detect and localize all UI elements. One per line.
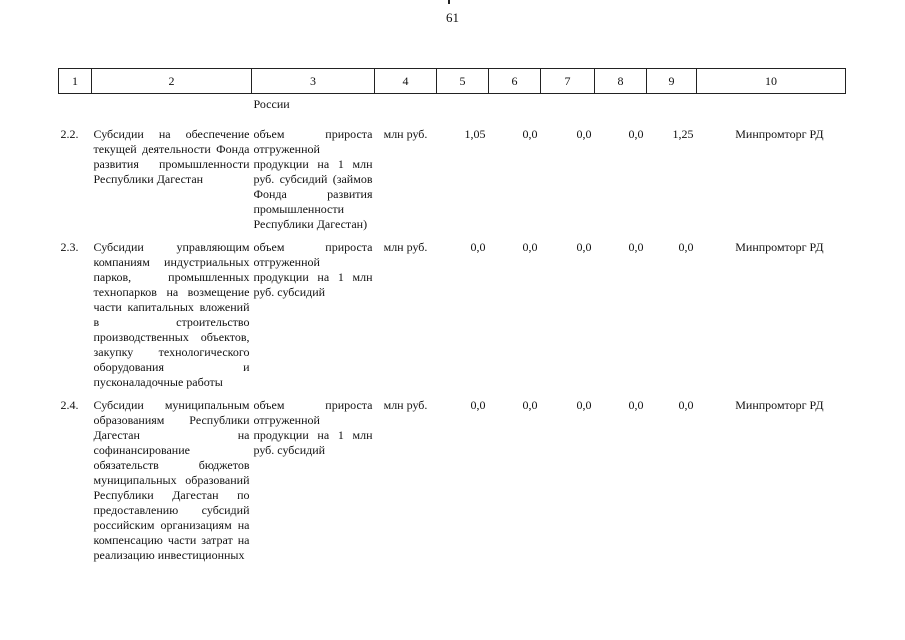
value-col-6: 0,0 <box>522 240 538 254</box>
responsible-cell: Минпромторг РД <box>735 398 824 412</box>
indicator-name: объем прироста отгруженной продукции на 1 млн руб. субсидий (займов Фонда развития промышленности Республики Дагестан) <box>253 127 373 231</box>
value-col-9: 0,0 <box>678 398 694 412</box>
value-col-6: 0,0 <box>522 398 538 412</box>
value-col-8: 0,0 <box>628 398 644 412</box>
header-col-10: 10 <box>697 69 846 94</box>
table-row <box>59 127 846 232</box>
measure-name: Субсидии муниципальным образованиям Республики Дагестан на софинансирование обязательств бюджетов муниципальных образований Республики Дагестан по предоставлению субсидий российским организациям на компенсацию части затрат на реализацию инвестиционных <box>93 398 250 562</box>
table-row <box>59 398 846 563</box>
header-col-6: 6 <box>489 69 541 94</box>
page-edge-mark <box>448 0 450 4</box>
unit-cell: млн руб. <box>383 127 428 141</box>
unit-cell: млн руб. <box>383 398 428 412</box>
measure-name: Субсидии на обеспечение текущей деятельности Фонда развития промышленности Республики Дагестан <box>93 127 250 186</box>
header-col-7: 7 <box>541 69 595 94</box>
header-col-2: 2 <box>92 69 252 94</box>
value-col-7: 0,0 <box>576 398 592 412</box>
row-number: 2.2. <box>60 127 79 141</box>
header-col-5: 5 <box>437 69 489 94</box>
responsible-cell: Минпромторг РД <box>735 240 824 254</box>
table-row <box>59 240 846 390</box>
continuation-indicator: России <box>253 97 290 111</box>
value-col-5: 0,0 <box>470 398 486 412</box>
value-col-8: 0,0 <box>628 240 644 254</box>
header-col-3: 3 <box>252 69 375 94</box>
indicator-name: объем прироста отгруженной продукции на 1 млн руб. субсидий <box>253 240 373 299</box>
value-col-6: 0,0 <box>522 127 538 141</box>
indicator-name: объем прироста отгруженной продукции на 1 млн руб. субсидий <box>253 398 373 457</box>
measure-name: Субсидии управляющим компаниям индустриальных парков, промышленных технопарков на возмещение части капитальных вложений в строительство производственных объектов, закупку технологического оборудования и пусконаладочные работы <box>93 240 250 389</box>
header-col-4: 4 <box>375 69 437 94</box>
header-col-1: 1 <box>59 69 92 94</box>
table-header <box>59 69 846 94</box>
value-col-7: 0,0 <box>576 240 592 254</box>
page-number: 61 <box>446 10 459 25</box>
value-col-9: 0,0 <box>678 240 694 254</box>
header-col-8: 8 <box>595 69 647 94</box>
value-col-5: 0,0 <box>470 240 486 254</box>
value-col-9: 1,25 <box>672 127 694 141</box>
header-col-9: 9 <box>647 69 697 94</box>
value-col-5: 1,05 <box>464 127 486 141</box>
responsible-cell: Минпромторг РД <box>735 127 824 141</box>
program-table <box>58 68 846 563</box>
row-number: 2.4. <box>60 398 79 412</box>
unit-cell: млн руб. <box>383 240 428 254</box>
row-number: 2.3. <box>60 240 79 254</box>
value-col-7: 0,0 <box>576 127 592 141</box>
continuation-row <box>59 94 846 120</box>
value-col-8: 0,0 <box>628 127 644 141</box>
